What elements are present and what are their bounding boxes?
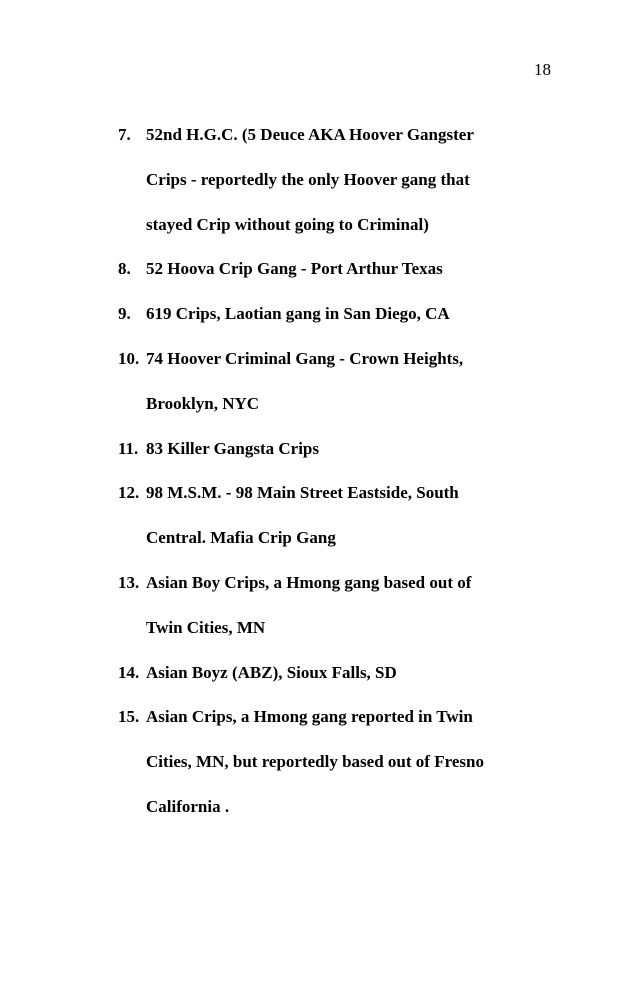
- list-item: [118, 427, 548, 472]
- list-item-text: Twin Cities, MN: [146, 617, 266, 637]
- list-item-number: 15.: [118, 707, 140, 727]
- list-item-number: 7.: [118, 125, 131, 144]
- list-item: [118, 337, 548, 427]
- list-item-text: 74 Hoover Criminal Gang - Crown Heights,: [146, 348, 464, 368]
- list-item-text: California .: [146, 796, 230, 816]
- list-item: [118, 292, 548, 337]
- list-item-text: 52nd H.G.C. (5 Deuce AKA Hoover Gangster: [146, 125, 474, 144]
- list-item-number: 12.: [118, 483, 140, 503]
- list-item-text: Asian Boy Crips, a Hmong gang based out of: [146, 572, 472, 592]
- list-item: [118, 471, 548, 561]
- list-item-text: Asian Crips, a Hmong gang reported in Twin: [146, 707, 473, 727]
- list-item-text: 83 Killer Gangsta Crips: [146, 438, 319, 458]
- list-item-number: 10.: [118, 348, 140, 368]
- list-item-text: Central. Mafia Crip Gang: [146, 528, 336, 548]
- list-item: [118, 651, 548, 696]
- list-item: [118, 695, 548, 829]
- list-item: [118, 247, 548, 292]
- list-item-text: Asian Boyz (ABZ), Sioux Falls, SD: [146, 662, 397, 682]
- list-item-text: 98 M.S.M. - 98 Main Street Eastside, South: [146, 483, 459, 503]
- list-item-text: stayed Crip without going to Criminal): [146, 214, 429, 234]
- list-item-number: 13.: [118, 572, 140, 592]
- list-item: [118, 113, 548, 247]
- list-item: [118, 561, 548, 651]
- gang-list: [118, 113, 548, 830]
- list-item-text: 52 Hoova Crip Gang - Port Arthur Texas: [146, 259, 443, 279]
- list-item-text: Cities, MN, but reportedly based out of Fresno: [146, 752, 484, 772]
- list-item-text: Crips - reportedly the only Hoover gang that: [146, 169, 470, 189]
- list-item-number: 9.: [118, 304, 131, 324]
- page-number: 18: [534, 60, 551, 79]
- list-item-text: Brooklyn, NYC: [146, 393, 260, 413]
- list-item-text: 619 Crips, Laotian gang in San Diego, CA: [146, 304, 450, 324]
- list-item-number: 8.: [118, 259, 131, 279]
- list-item-number: 14.: [118, 662, 140, 682]
- list-item-number: 11.: [118, 438, 139, 458]
